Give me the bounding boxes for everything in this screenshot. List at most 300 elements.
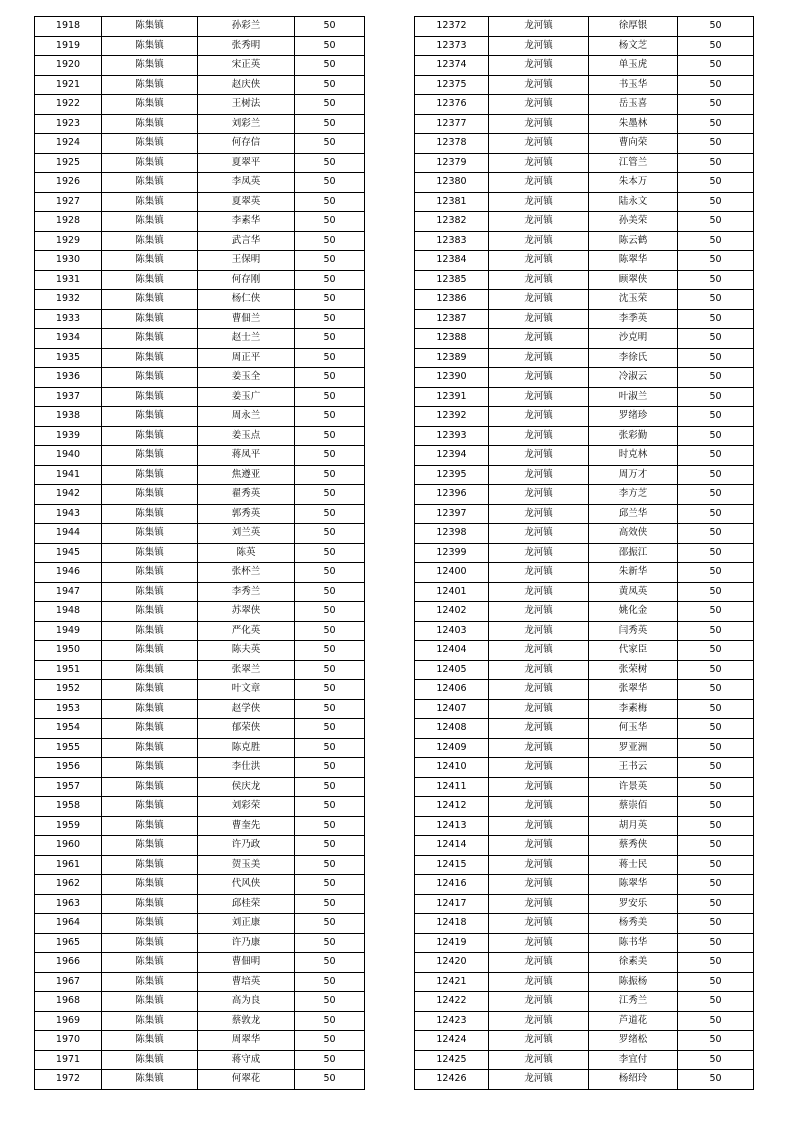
name-cell: 高为良 — [198, 992, 295, 1012]
amount-cell: 50 — [295, 329, 365, 349]
amount-cell: 50 — [678, 290, 754, 310]
serial-cell: 1932 — [35, 290, 102, 310]
name-cell: 朱本万 — [589, 173, 678, 193]
town-cell: 陈集镇 — [102, 56, 198, 76]
name-cell: 刘兰英 — [198, 524, 295, 544]
amount-cell: 50 — [295, 407, 365, 427]
amount-cell: 50 — [295, 797, 365, 817]
serial-cell: 12401 — [415, 582, 489, 602]
town-cell: 陈集镇 — [102, 270, 198, 290]
name-cell: 刘正康 — [198, 914, 295, 934]
name-cell: 李仕洪 — [198, 758, 295, 778]
town-cell: 陈集镇 — [102, 329, 198, 349]
name-cell: 陈克胜 — [198, 738, 295, 758]
table-row — [415, 992, 754, 1012]
amount-cell: 50 — [678, 465, 754, 485]
serial-cell: 12384 — [415, 251, 489, 271]
table-row — [35, 524, 365, 544]
town-cell: 陈集镇 — [102, 738, 198, 758]
serial-cell: 1943 — [35, 504, 102, 524]
serial-cell: 12405 — [415, 660, 489, 680]
name-cell: 何玉华 — [589, 719, 678, 739]
serial-cell: 12407 — [415, 699, 489, 719]
amount-cell: 50 — [295, 36, 365, 56]
town-cell: 龙河镇 — [489, 641, 589, 661]
name-cell: 罗安乐 — [589, 894, 678, 914]
name-cell: 朱新华 — [589, 563, 678, 583]
town-cell: 陈集镇 — [102, 641, 198, 661]
town-cell: 陈集镇 — [102, 173, 198, 193]
serial-cell: 12394 — [415, 446, 489, 466]
amount-cell: 50 — [295, 875, 365, 895]
amount-cell: 50 — [678, 738, 754, 758]
amount-cell: 50 — [295, 1050, 365, 1070]
town-cell: 陈集镇 — [102, 446, 198, 466]
amount-cell: 50 — [678, 699, 754, 719]
name-cell: 王树法 — [198, 95, 295, 115]
amount-cell: 50 — [678, 563, 754, 583]
name-cell: 郭秀英 — [198, 504, 295, 524]
table-row — [415, 621, 754, 641]
town-cell: 陈集镇 — [102, 816, 198, 836]
serial-cell: 1957 — [35, 777, 102, 797]
serial-cell: 1924 — [35, 134, 102, 154]
table-row — [415, 270, 754, 290]
serial-cell: 1918 — [35, 17, 102, 37]
amount-cell: 50 — [678, 153, 754, 173]
table-row — [35, 348, 365, 368]
amount-cell: 50 — [295, 524, 365, 544]
amount-cell: 50 — [295, 290, 365, 310]
amount-cell: 50 — [295, 426, 365, 446]
town-cell: 陈集镇 — [102, 465, 198, 485]
name-cell: 陈云鹤 — [589, 231, 678, 251]
table-row — [415, 699, 754, 719]
amount-cell: 50 — [295, 446, 365, 466]
amount-cell: 50 — [678, 114, 754, 134]
serial-cell: 12426 — [415, 1070, 489, 1090]
table-row — [35, 56, 365, 76]
table-row — [35, 758, 365, 778]
table-row — [415, 816, 754, 836]
table-row — [35, 992, 365, 1012]
table-row — [415, 95, 754, 115]
name-cell: 何存刚 — [198, 270, 295, 290]
serial-cell: 1934 — [35, 329, 102, 349]
name-cell: 徐素美 — [589, 953, 678, 973]
name-cell: 李宜付 — [589, 1050, 678, 1070]
town-cell: 龙河镇 — [489, 1070, 589, 1090]
serial-cell: 12395 — [415, 465, 489, 485]
town-cell: 陈集镇 — [102, 914, 198, 934]
town-cell: 龙河镇 — [489, 699, 589, 719]
amount-cell: 50 — [295, 777, 365, 797]
table-row — [415, 719, 754, 739]
table-row — [35, 251, 365, 271]
serial-cell: 1954 — [35, 719, 102, 739]
serial-cell: 12377 — [415, 114, 489, 134]
name-cell: 沈玉荣 — [589, 290, 678, 310]
amount-cell: 50 — [678, 348, 754, 368]
serial-cell: 1926 — [35, 173, 102, 193]
name-cell: 李秀兰 — [198, 582, 295, 602]
town-cell: 陈集镇 — [102, 543, 198, 563]
serial-cell: 1955 — [35, 738, 102, 758]
table-row — [415, 407, 754, 427]
amount-cell: 50 — [678, 387, 754, 407]
amount-cell: 50 — [678, 660, 754, 680]
amount-cell: 50 — [678, 855, 754, 875]
name-cell: 李素华 — [198, 212, 295, 232]
amount-cell: 50 — [295, 387, 365, 407]
serial-cell: 12389 — [415, 348, 489, 368]
table-row — [415, 758, 754, 778]
amount-cell: 50 — [295, 17, 365, 37]
table-row — [35, 36, 365, 56]
serial-cell: 1925 — [35, 153, 102, 173]
table-row — [35, 1070, 365, 1090]
name-cell: 周万才 — [589, 465, 678, 485]
name-cell: 沙克明 — [589, 329, 678, 349]
amount-cell: 50 — [295, 992, 365, 1012]
town-cell: 龙河镇 — [489, 1011, 589, 1031]
town-cell: 陈集镇 — [102, 1070, 198, 1090]
town-cell: 龙河镇 — [489, 173, 589, 193]
town-cell: 陈集镇 — [102, 231, 198, 251]
serial-cell: 12373 — [415, 36, 489, 56]
name-cell: 罗绪松 — [589, 1031, 678, 1051]
table-row — [35, 446, 365, 466]
town-cell: 陈集镇 — [102, 894, 198, 914]
town-cell: 陈集镇 — [102, 524, 198, 544]
amount-cell: 50 — [678, 816, 754, 836]
amount-cell: 50 — [678, 758, 754, 778]
serial-cell: 12383 — [415, 231, 489, 251]
name-cell: 李凤英 — [198, 173, 295, 193]
amount-cell: 50 — [678, 134, 754, 154]
name-cell: 李方芝 — [589, 485, 678, 505]
serial-cell: 1970 — [35, 1031, 102, 1051]
name-cell: 杨秀美 — [589, 914, 678, 934]
table-row — [415, 134, 754, 154]
town-cell: 龙河镇 — [489, 719, 589, 739]
table-row — [35, 621, 365, 641]
serial-cell: 1938 — [35, 407, 102, 427]
table-row — [35, 582, 365, 602]
serial-cell: 12378 — [415, 134, 489, 154]
name-cell: 岳玉喜 — [589, 95, 678, 115]
table-row — [415, 56, 754, 76]
town-cell: 龙河镇 — [489, 387, 589, 407]
serial-cell: 12376 — [415, 95, 489, 115]
serial-cell: 1966 — [35, 953, 102, 973]
serial-cell: 1959 — [35, 816, 102, 836]
name-cell: 罗绪珍 — [589, 407, 678, 427]
table-row — [35, 894, 365, 914]
name-cell: 刘彩荣 — [198, 797, 295, 817]
table-row — [35, 972, 365, 992]
table-row — [35, 543, 365, 563]
name-cell: 蒋守成 — [198, 1050, 295, 1070]
serial-cell: 1958 — [35, 797, 102, 817]
serial-cell: 12425 — [415, 1050, 489, 1070]
amount-cell: 50 — [678, 173, 754, 193]
town-cell: 陈集镇 — [102, 75, 198, 95]
serial-cell: 1948 — [35, 602, 102, 622]
serial-cell: 1962 — [35, 875, 102, 895]
table-row — [415, 543, 754, 563]
table-row — [415, 446, 754, 466]
amount-cell: 50 — [295, 212, 365, 232]
amount-cell: 50 — [295, 1070, 365, 1090]
amount-cell: 50 — [295, 134, 365, 154]
town-cell: 龙河镇 — [489, 816, 589, 836]
amount-cell: 50 — [295, 504, 365, 524]
town-cell: 陈集镇 — [102, 387, 198, 407]
name-cell: 罗亚洲 — [589, 738, 678, 758]
name-cell: 曹奎先 — [198, 816, 295, 836]
serial-cell: 12414 — [415, 836, 489, 856]
serial-cell: 12387 — [415, 309, 489, 329]
table-row — [35, 738, 365, 758]
town-cell: 龙河镇 — [489, 153, 589, 173]
amount-cell: 50 — [295, 543, 365, 563]
name-cell: 杨仁侠 — [198, 290, 295, 310]
table-row — [35, 114, 365, 134]
table-row — [415, 465, 754, 485]
serial-cell: 1921 — [35, 75, 102, 95]
table-row — [415, 777, 754, 797]
serial-cell: 1928 — [35, 212, 102, 232]
table-row — [415, 173, 754, 193]
serial-cell: 1964 — [35, 914, 102, 934]
table-row — [415, 485, 754, 505]
name-cell: 书玉华 — [589, 75, 678, 95]
table-row — [415, 875, 754, 895]
serial-cell: 1961 — [35, 855, 102, 875]
table-row — [35, 387, 365, 407]
name-cell: 陈英 — [198, 543, 295, 563]
name-cell: 代家臣 — [589, 641, 678, 661]
serial-cell: 12412 — [415, 797, 489, 817]
town-cell: 龙河镇 — [489, 192, 589, 212]
amount-cell: 50 — [295, 660, 365, 680]
table-row — [415, 972, 754, 992]
amount-cell: 50 — [678, 621, 754, 641]
name-cell: 邱桂荣 — [198, 894, 295, 914]
serial-cell: 12391 — [415, 387, 489, 407]
town-cell: 龙河镇 — [489, 777, 589, 797]
serial-cell: 12396 — [415, 485, 489, 505]
table-row — [415, 212, 754, 232]
serial-cell: 12410 — [415, 758, 489, 778]
name-cell: 张杯兰 — [198, 563, 295, 583]
amount-cell: 50 — [295, 1031, 365, 1051]
amount-cell: 50 — [295, 621, 365, 641]
name-cell: 侯庆龙 — [198, 777, 295, 797]
serial-cell: 12399 — [415, 543, 489, 563]
table-row — [415, 738, 754, 758]
serial-cell: 12418 — [415, 914, 489, 934]
table-row — [35, 719, 365, 739]
table-row — [35, 426, 365, 446]
name-cell: 李素梅 — [589, 699, 678, 719]
table-row — [35, 407, 365, 427]
amount-cell: 50 — [295, 816, 365, 836]
table-row — [415, 153, 754, 173]
serial-cell: 12422 — [415, 992, 489, 1012]
table-row — [35, 660, 365, 680]
name-cell: 刘彩兰 — [198, 114, 295, 134]
town-cell: 龙河镇 — [489, 836, 589, 856]
amount-cell: 50 — [678, 95, 754, 115]
town-cell: 龙河镇 — [489, 992, 589, 1012]
town-cell: 龙河镇 — [489, 446, 589, 466]
town-cell: 龙河镇 — [489, 309, 589, 329]
name-cell: 周正平 — [198, 348, 295, 368]
serial-cell: 12421 — [415, 972, 489, 992]
serial-cell: 12403 — [415, 621, 489, 641]
amount-cell: 50 — [295, 972, 365, 992]
town-cell: 陈集镇 — [102, 602, 198, 622]
table-row — [35, 680, 365, 700]
town-cell: 陈集镇 — [102, 36, 198, 56]
table-row — [415, 1031, 754, 1051]
serial-cell: 1965 — [35, 933, 102, 953]
town-cell: 陈集镇 — [102, 17, 198, 37]
name-cell: 赵士兰 — [198, 329, 295, 349]
name-cell: 蔡敦龙 — [198, 1011, 295, 1031]
table-row — [35, 914, 365, 934]
town-cell: 龙河镇 — [489, 329, 589, 349]
town-cell: 龙河镇 — [489, 212, 589, 232]
table-row — [35, 953, 365, 973]
table-row — [35, 368, 365, 388]
town-cell: 龙河镇 — [489, 407, 589, 427]
serial-cell: 1949 — [35, 621, 102, 641]
serial-cell: 12413 — [415, 816, 489, 836]
town-cell: 龙河镇 — [489, 290, 589, 310]
amount-cell: 50 — [678, 192, 754, 212]
amount-cell: 50 — [295, 738, 365, 758]
name-cell: 贺玉美 — [198, 855, 295, 875]
serial-cell: 1956 — [35, 758, 102, 778]
amount-cell: 50 — [678, 75, 754, 95]
amount-cell: 50 — [295, 231, 365, 251]
town-cell: 龙河镇 — [489, 953, 589, 973]
amount-cell: 50 — [295, 582, 365, 602]
table-row — [35, 17, 365, 37]
amount-cell: 50 — [678, 368, 754, 388]
town-cell: 陈集镇 — [102, 563, 198, 583]
amount-cell: 50 — [295, 56, 365, 76]
town-cell: 陈集镇 — [102, 426, 198, 446]
serial-cell: 12408 — [415, 719, 489, 739]
serial-cell: 12417 — [415, 894, 489, 914]
amount-cell: 50 — [295, 192, 365, 212]
serial-cell: 12415 — [415, 855, 489, 875]
town-cell: 龙河镇 — [489, 1031, 589, 1051]
name-cell: 何存信 — [198, 134, 295, 154]
amount-cell: 50 — [678, 992, 754, 1012]
serial-cell: 1941 — [35, 465, 102, 485]
table-row — [415, 368, 754, 388]
amount-cell: 50 — [678, 270, 754, 290]
name-cell: 蔡秀侠 — [589, 836, 678, 856]
town-cell: 龙河镇 — [489, 660, 589, 680]
name-cell: 曹向荣 — [589, 134, 678, 154]
table-row — [415, 1070, 754, 1090]
name-cell: 许景英 — [589, 777, 678, 797]
table-row — [415, 290, 754, 310]
name-cell: 孙美荣 — [589, 212, 678, 232]
amount-cell: 50 — [678, 1050, 754, 1070]
name-cell: 单玉虎 — [589, 56, 678, 76]
serial-cell: 1960 — [35, 836, 102, 856]
amount-cell: 50 — [295, 270, 365, 290]
town-cell: 龙河镇 — [489, 875, 589, 895]
town-cell: 陈集镇 — [102, 797, 198, 817]
name-cell: 张翠兰 — [198, 660, 295, 680]
table-row — [35, 797, 365, 817]
name-cell: 姚化金 — [589, 602, 678, 622]
name-cell: 赵学侠 — [198, 699, 295, 719]
serial-cell: 12402 — [415, 602, 489, 622]
town-cell: 龙河镇 — [489, 602, 589, 622]
serial-cell: 12393 — [415, 426, 489, 446]
name-cell: 陈书华 — [589, 933, 678, 953]
town-cell: 陈集镇 — [102, 972, 198, 992]
name-cell: 陈振杨 — [589, 972, 678, 992]
amount-cell: 50 — [295, 914, 365, 934]
amount-cell: 50 — [678, 17, 754, 37]
town-cell: 陈集镇 — [102, 855, 198, 875]
town-cell: 陈集镇 — [102, 1011, 198, 1031]
amount-cell: 50 — [295, 173, 365, 193]
table-row — [35, 231, 365, 251]
right-roster-table — [414, 16, 754, 1090]
town-cell: 陈集镇 — [102, 153, 198, 173]
name-cell: 姜玉广 — [198, 387, 295, 407]
name-cell: 高效侠 — [589, 524, 678, 544]
name-cell: 李徐氏 — [589, 348, 678, 368]
amount-cell: 50 — [295, 699, 365, 719]
amount-cell: 50 — [295, 719, 365, 739]
name-cell: 姜玉全 — [198, 368, 295, 388]
serial-cell: 12420 — [415, 953, 489, 973]
town-cell: 陈集镇 — [102, 719, 198, 739]
table-row — [35, 95, 365, 115]
table-row — [415, 524, 754, 544]
name-cell: 叶淑兰 — [589, 387, 678, 407]
town-cell: 陈集镇 — [102, 251, 198, 271]
table-row — [415, 36, 754, 56]
table-row — [415, 114, 754, 134]
amount-cell: 50 — [678, 56, 754, 76]
amount-cell: 50 — [678, 212, 754, 232]
town-cell: 陈集镇 — [102, 1031, 198, 1051]
table-row — [35, 1011, 365, 1031]
serial-cell: 12382 — [415, 212, 489, 232]
amount-cell: 50 — [295, 251, 365, 271]
table-row — [35, 485, 365, 505]
table-row — [35, 290, 365, 310]
town-cell: 龙河镇 — [489, 524, 589, 544]
serial-cell: 12380 — [415, 173, 489, 193]
town-cell: 龙河镇 — [489, 368, 589, 388]
amount-cell: 50 — [678, 1011, 754, 1031]
serial-cell: 1923 — [35, 114, 102, 134]
